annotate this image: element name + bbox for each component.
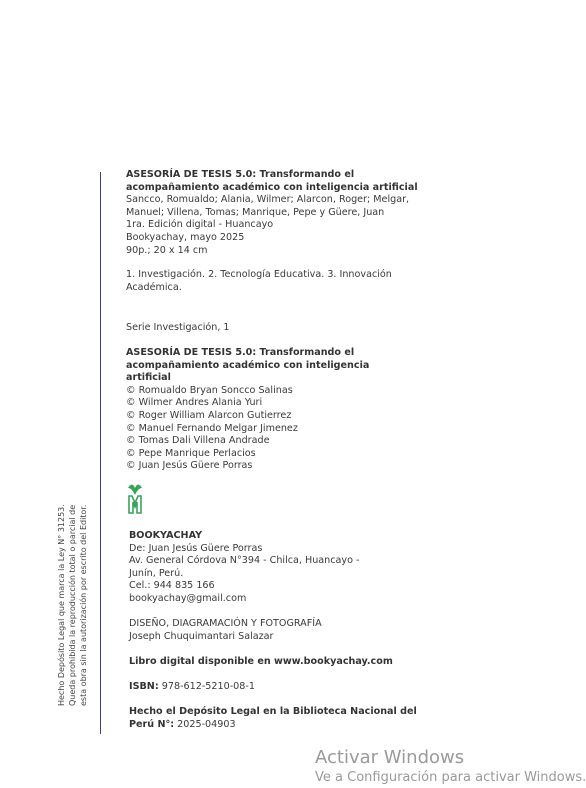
isbn-label: ISBN: xyxy=(129,681,159,692)
publisher-email: bookyachay@gmail.com xyxy=(129,592,247,604)
watermark-title: Activar Windows xyxy=(315,747,465,768)
publisher-phone: Cel.: 944 835 166 xyxy=(129,580,215,592)
isbn-value: 978-612-5210-08-1 xyxy=(161,681,255,692)
legal-deposit-line: Hecho el Depósito Legal en la Biblioteca Nacional del xyxy=(129,706,417,717)
vertical-legal-notice xyxy=(56,504,90,706)
book-title-line: ASESORÍA DE TESIS 5.0: Transformando el xyxy=(126,169,355,180)
edition: 1ra. Edición digital - Huancayo xyxy=(126,219,274,231)
series xyxy=(126,322,230,335)
copyright-holder: © Romualdo Bryan Soncco Salinas xyxy=(126,384,293,396)
availability xyxy=(129,656,393,669)
publisher-name: BOOKYACHAY xyxy=(129,530,203,541)
legal-deposit xyxy=(129,706,417,731)
subjects xyxy=(126,269,392,294)
vertical-notice-line: Hecho Depósito Legal que marca la Ley N° 31253. xyxy=(57,504,66,706)
series-label: Serie Investigación, 1 xyxy=(126,322,230,333)
vertical-rule xyxy=(100,172,101,734)
copyright-holder: © Manuel Fernando Melgar Jimenez xyxy=(126,422,298,434)
vertical-notice-line: Queda prohibida la reproducción total o parcial de xyxy=(68,504,78,706)
catalog-record xyxy=(126,169,418,257)
subjects-line: 1. Investigación. 2. Tecnología Educativa. 3. Innovación xyxy=(126,269,392,280)
copyright-holder: © Juan Jesús Güere Porras xyxy=(126,460,253,472)
vertical-notice-line: esta obra sin la autorización por escrito del Editor. xyxy=(79,504,89,706)
copyright-title-line: artificial xyxy=(126,372,171,384)
copyright-holder: © Pepe Manrique Perlacios xyxy=(126,447,256,459)
subjects-line: Académica. xyxy=(126,281,182,293)
physical-description: 90p.; 20 x 14 cm xyxy=(126,244,208,256)
availability-text: Libro digital disponible en www.bookyachay.com xyxy=(129,656,393,667)
publisher-address: Av. General Córdova N°394 - Chilca, Huancayo - xyxy=(129,555,360,567)
legal-deposit-number: 2025-04903 xyxy=(177,718,236,730)
copyright-title-line: ASESORÍA DE TESIS 5.0: Transformando el xyxy=(126,347,355,358)
design-person: Joseph Chuquimantari Salazar xyxy=(129,630,274,642)
isbn xyxy=(129,681,255,694)
authors-line: Manuel; Villena, Tomas; Manrique, Pepe y Güere, Juan xyxy=(126,206,385,218)
book-title-line: acompañamiento académico con inteligencia artificial xyxy=(126,181,418,193)
design-heading: DISEÑO, DIAGRAMACIÓN Y FOTOGRAFÍA xyxy=(129,618,322,629)
windows-activation-watermark xyxy=(315,747,586,787)
publisher-owner: De: Juan Jesús Güere Porras xyxy=(129,542,263,554)
publisher-date: Bookyachay, mayo 2025 xyxy=(126,231,245,243)
design-credit xyxy=(129,618,322,643)
bookyachay-logo-icon xyxy=(126,482,144,520)
authors-line: Sancco, Romualdo; Alania, Wilmer; Alarcon, Roger; Melgar, xyxy=(126,194,410,206)
copyright-holder: © Roger William Alarcon Gutierrez xyxy=(126,409,292,421)
copyright-title-line: acompañamiento académico con inteligencia xyxy=(126,359,370,371)
copyright-holder: © Wilmer Andres Alania Yuri xyxy=(126,397,263,409)
watermark-subtitle: Ve a Configuración para activar Windows. xyxy=(315,770,586,785)
legal-deposit-label: Perú N°: xyxy=(129,718,175,730)
copyright-block xyxy=(126,347,369,473)
publisher-block xyxy=(129,530,359,606)
publisher-address: Junín, Perú. xyxy=(129,567,184,579)
copyright-holder: © Tomas Dali Villena Andrade xyxy=(126,435,270,447)
